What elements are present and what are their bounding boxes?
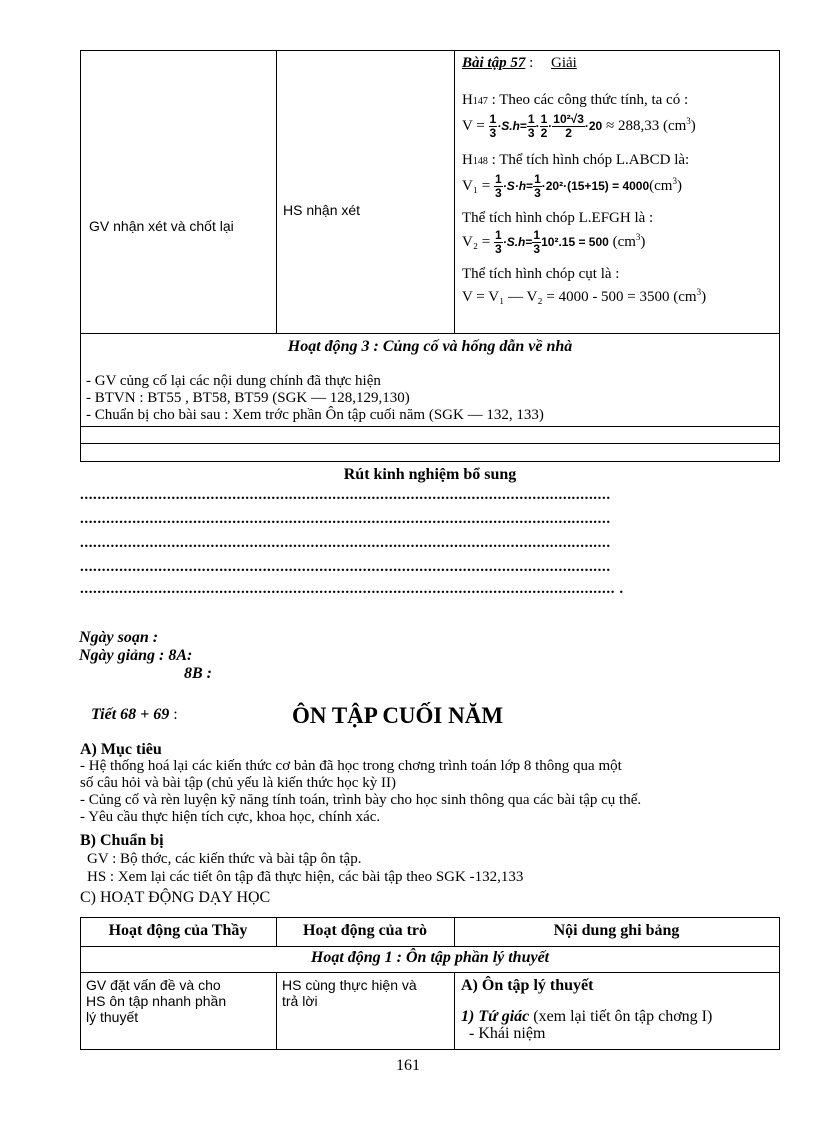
section-a-list — [80, 758, 641, 826]
dotted-line: .......................................................................................................................... — [80, 535, 611, 551]
table-border — [80, 50, 81, 461]
list-item: GV : Bộ thớc, các kiến thức và bài tập ôn tập. — [87, 851, 362, 867]
teacher-cell: GV đặt vấn đề và cho HS ôn tập nhanh phần lý thuyết — [86, 977, 227, 1025]
exercise-content: Bài tập 57 : Giải H147 : Theo các công thức tính, ta có : V = $\frac{1}{3}$ ·S.h= $\frac{1}{3}$ · $\frac{1}{2}$ · $\frac{\text{10²√3}}{2}$ ·20 ≈ 288,33 $(cm^3)$ H148 : Thể tích hình chóp L.ABCD là: V₁ = $\frac{1}{3}$ ·S·h= $\frac{1}{3}$ $\cdot 20^2\cdot(15+15) = 4000(cm^3)$ Thể tích hình chóp L.EFGH là : V₂ = $\frac{1}{3}$ ·S.h= $\frac{1}{3}$ 10².15 = 500 $(cm^3)$ Thể tích hình chóp cụt là : V = V₁ — V₂ = 4000 - 500 = 3500 $(cm^3)$ — [462, 54, 776, 306]
efgh-line: Thể tích hình chóp L.EFGH là : — [462, 210, 654, 226]
teacher-cell: GV nhận xét và chốt lại — [89, 218, 234, 234]
column-header: Hoạt động của trò — [303, 922, 427, 939]
activity1-title: Hoạt động 1 : Ôn tập phần lý thuyết — [310, 949, 550, 966]
dotted-line: ........................................................................................................................... . — [80, 581, 624, 597]
table-border — [779, 917, 780, 1049]
student-cell: HS nhận xét — [283, 202, 361, 218]
table-border — [276, 972, 277, 1049]
table-border — [80, 917, 780, 918]
content-sub: - Khái niệm — [469, 1025, 546, 1042]
lesson-period: Tiết 68 + 69 : — [91, 706, 178, 723]
list-item: số câu hỏi và bài tập (chủ yếu là kiến thức học kỳ II) — [80, 775, 396, 791]
page-title: ÔN TẬP CUỐI NĂM — [292, 703, 504, 728]
list-item: - Củng cố và rèn luyện kỹ năng tính toán, trình bày cho học sinh thông qua các bài tập cụ thể. — [80, 792, 642, 808]
table-border — [454, 50, 455, 333]
h148-line: H148 : Thể tích hình chóp L.ABCD là: — [462, 152, 690, 168]
h147-line: H147 : Theo các công thức tính, ta có : — [462, 92, 689, 108]
section-b-heading: B) Chuẩn bị — [80, 832, 164, 849]
dotted-line: .......................................................................................................................... — [80, 487, 611, 503]
table-border — [276, 50, 277, 333]
lesson-table — [80, 917, 780, 1050]
page-number: 161 — [396, 1057, 420, 1074]
section-a-heading: A) Mục tiêu — [80, 741, 162, 758]
section-b-list — [87, 850, 523, 886]
table-border — [80, 461, 780, 462]
list-item: - BTVN : BT55 , BT58, BT59 (SGK — 128,129,130) — [86, 390, 410, 406]
supplement-title: Rút kinh nghiệm bổ sung — [343, 466, 517, 483]
frustum-line: Thể tích hình chóp cụt là : — [462, 266, 620, 282]
class-8b-label: 8B : — [184, 665, 212, 682]
list-item: - Chuẩn bị cho bài sau : Xem trớc phần Ôn tập cuối năm (SGK — 132, 133) — [86, 407, 544, 423]
volume-formula-v1: V₁ = $\frac{1}{3}$ ·S·h= $\frac{1}{3}$ $\cdot 20^2\cdot(15+15) = 4000(cm^3)$ — [462, 172, 682, 200]
column-header: Nội dung ghi bảng — [553, 922, 680, 939]
table-border — [80, 426, 780, 427]
solve-label: Giải — [551, 55, 577, 71]
section-c-heading: C) HOẠT ĐỘNG DẠY HỌC — [80, 889, 271, 906]
table-border — [80, 443, 780, 444]
prep-date-label: Ngày soạn : — [79, 629, 159, 646]
column-header: Hoạt động của Thầy — [108, 922, 248, 939]
table-border — [779, 50, 780, 461]
volume-formula-147: V = $\frac{1}{3}$ ·S.h= $\frac{1}{3}$ · $\frac{1}{2}$ · $\frac{\text{10²√3}}{2}$ ·20 ≈ 288,33 $(cm^3)$ — [462, 112, 696, 140]
volume-formula-v2: V₂ = $\frac{1}{3}$ ·S.h= $\frac{1}{3}$ 10².15 = 500 $(cm^3)$ — [462, 228, 646, 256]
student-cell: HS cùng thực hiện và trả lời — [282, 977, 417, 1009]
frustum-formula: V = V₁ — V₂ = 4000 - 500 = 3500 $(cm^3)$ — [462, 287, 707, 305]
list-item: - Hệ thống hoá lại các kiến thức cơ bản đã học trong chơng trình toán lớp 8 thông qua một — [80, 758, 622, 774]
table-border — [80, 972, 780, 973]
list-item: - Yêu cầu thực hiện tích cực, khoa học, chính xác. — [80, 809, 381, 825]
content-heading: A) Ôn tập lý thuyết — [461, 977, 594, 994]
summary-table — [80, 50, 780, 462]
table-border — [80, 333, 780, 334]
content-item: 1) Tứ giác (xem lại tiết ôn tập chơng I) — [461, 1008, 713, 1025]
exercise-title: Bài tập 57 — [462, 55, 526, 71]
teach-date-label: Ngày giảng : 8A: — [79, 647, 193, 664]
activity3-title: Hoạt động 3 : Củng cố và hống dẫn về nhà — [287, 338, 573, 355]
table-border — [80, 1049, 780, 1050]
list-item: HS : Xem lại các tiết ôn tập đã thực hiện, các bài tập theo SGK -132,133 — [87, 869, 524, 885]
table-border — [80, 50, 780, 51]
table-border — [80, 946, 780, 947]
dotted-line: .......................................................................................................................... — [80, 511, 611, 527]
content-cell — [461, 977, 712, 1041]
list-item: - GV củng cố lại các nội dung chính đã thực hiện — [86, 373, 381, 389]
table-border — [454, 972, 455, 1049]
activity3-list — [86, 373, 544, 424]
dotted-line: .......................................................................................................................... — [80, 559, 611, 575]
